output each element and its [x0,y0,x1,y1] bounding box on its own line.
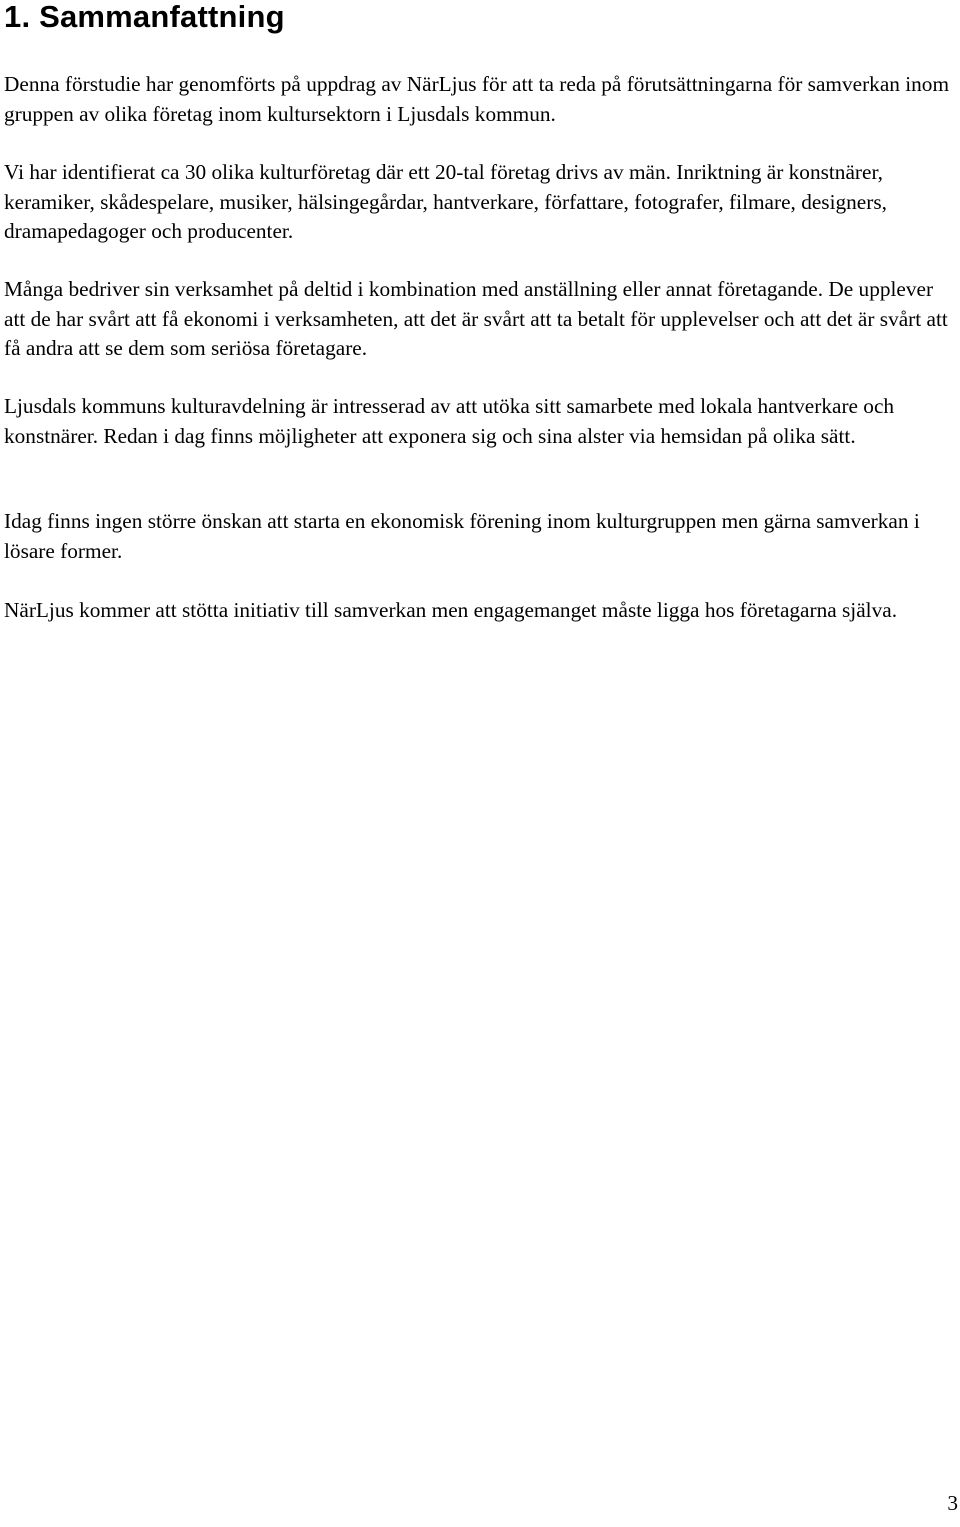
paragraph-association: Idag finns ingen större önskan att starta en ekonomisk förening inom kulturgruppen men gärna samverkan i lösare former. [4,509,920,563]
section-heading: 1. Sammanfattning [4,0,285,34]
paragraph-municipality: Ljusdals kommuns kulturavdelning är intresserad av att utöka sitt samarbete med lokala hantverkare och konstnärer. Redan i dag finns möjligheter att exponera sig och sina alster via hemsidan på olika sätt. [4,394,895,448]
paragraph-part-time: Många bedriver sin verksamhet på deltid i kombination med anställning eller annat företagande. De upplever att de har svårt att få ekonomi i verksamheten, att det är svårt att ta betalt för upplevelser och att det är svårt att få andra att se dem som seriösa företagare. [4,277,948,360]
paragraph-narljus: NärLjus kommer att stötta initiativ till samverkan men engagemanget måste ligga hos företagarna själva. [4,598,898,622]
page-number: 3 [947,1491,958,1515]
document-page [4,0,956,622]
paragraph-intro: Denna förstudie har genomförts på uppdrag av NärLjus för att ta reda på förutsättningarna för samverkan inom gruppen av olika företag inom kultursektorn i Ljusdals kommun. [4,72,950,126]
paragraph-companies: Vi har identifierat ca 30 olika kulturföretag där ett 20-tal företag drivs av män. Inriktning är konstnärer, keramiker, skådespelare, musiker, hälsingegårdar, hantverkare, författare, fotografer, filmare, designers, dramapedagoger och producenter. [4,160,887,243]
